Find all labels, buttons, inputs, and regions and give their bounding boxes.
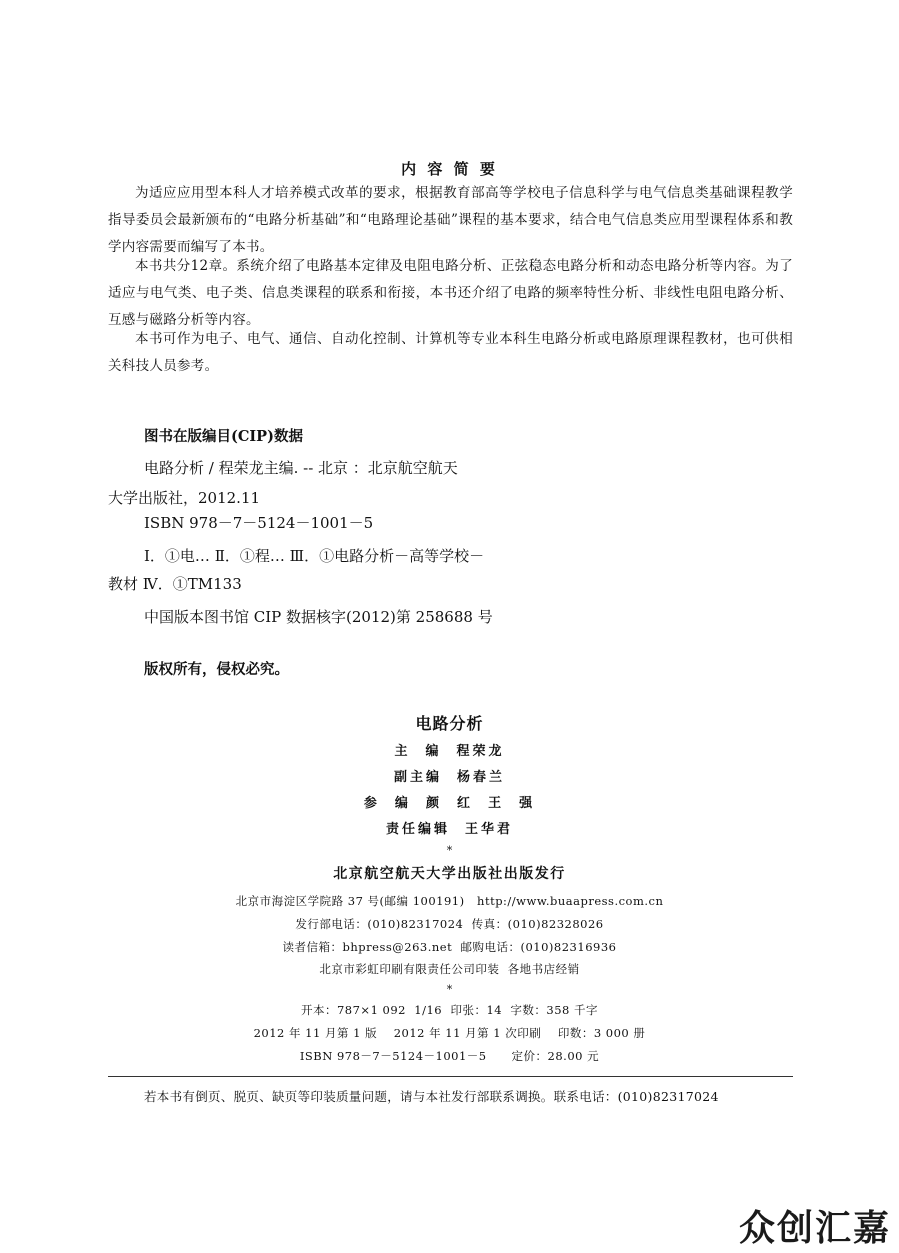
colophon-printer: 北京市彩虹印刷有限责任公司印装 各地书店经销 [319,962,580,976]
cip-line-5: 教材 Ⅳ．①TM133 [108,575,242,593]
colophon-phone: 发行部电话：(010)82317024 传真：(010)82328026 [295,917,604,931]
summary-paragraph-2: 本书共分12章。系统介绍了电路基本定律及电阻电路分析、正弦稳态电路分析和动态电路分析等内容。为了适应与电气类、电子类、信息类课程的联系和衔接，本书还介绍了电路的频率特性分析、非线性电阻电路分析、互感与磁路分析等内容。 [108,258,793,328]
summary-paragraph-1: 为适应应用型本科人才培养模式改革的要求，根据教育部高等学校电子信息科学与电气信息类基础课程教学指导委员会最新颁布的“电路分析基础”和“电路理论基础”课程的基本要求，结合电气信息类应用型课程体系和教学内容需要而编写了本书。 [108,185,793,255]
colophon-edition: 2012 年 11 月第 1 版 2012 年 11 月第 1 次印刷 印数：3 000 册 [253,1026,646,1040]
colophon-book-title: 电路分析 [415,714,484,733]
watermark-logo: 众创汇嘉 [738,1208,891,1249]
colophon-responsible-editor: 责任编辑 王华君 [385,822,514,837]
colophon-format: 开本：787×1 092 1/16 印张：14 字数：358 千字 [300,1003,598,1017]
cip-line-2: 大学出版社，2012.11 [108,489,261,507]
cip-line-4: Ⅰ．①电… Ⅱ．①程… Ⅲ．①电路分析－高等学校－ [144,547,485,565]
colophon-contributors: 参 编 颜 红 王 强 [363,796,536,811]
colophon-isbn-price: ISBN 978－7－5124－1001－5 定价：28.00 元 [299,1049,600,1063]
colophon-address: 北京市海淀区学院路 37 号(邮编 100191) http://www.buaapress.com.cn [235,894,664,908]
summary-paragraph-3: 本书可作为电子、电气、通信、自动化控制、计算机等专业本科生电路分析或电路原理课程教材，也可供相关科技人员参考。 [108,331,793,374]
colophon-reader-mail: 读者信箱：bhpress@263.net 邮购电话：(010)82316936 [282,940,617,954]
summary-title: 内 容 简 要 [401,160,498,178]
colophon-separator-2: * [446,983,453,996]
colophon-deputy-editor: 副主编 杨春兰 [393,770,506,785]
copyright-notice: 版权所有，侵权必究。 [144,661,289,678]
footer-note: 若本书有倒页、脱页、缺页等印装质量问题，请与本社发行部联系调换。联系电话：(010)82317024 [144,1089,719,1104]
colophon-chief-editor: 主 编 程荣龙 [394,744,505,759]
cip-line-1: 电路分析 / 程荣龙主编. -- 北京 ：北京航空航天 [144,459,458,477]
cip-line-3: ISBN 978－7－5124－1001－5 [144,514,374,532]
colophon-separator-1: * [446,844,453,857]
cip-line-6: 中国版本图书馆 CIP 数据核字(2012)第 258688 号 [144,608,493,626]
footer-divider [108,1076,793,1077]
cip-heading: 图书在版编目(CIP)数据 [144,428,303,445]
colophon-publisher: 北京航空航天大学出版社出版发行 [333,866,566,882]
